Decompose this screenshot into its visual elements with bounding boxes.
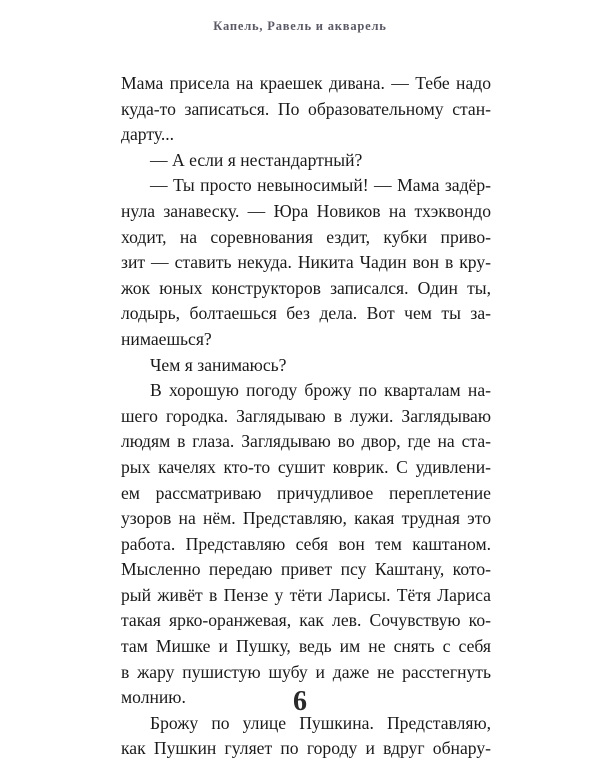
text-line: ходит, на соревнования ездит, кубки приво- xyxy=(121,226,491,247)
text-line: такая ярко-оранжевая, как лев. Сочувствую ко- xyxy=(121,610,491,631)
text-line: Брожу по улице Пушкина. Представляю, xyxy=(150,712,491,733)
text-line: молнию. xyxy=(121,687,186,708)
text-line: Чем я занимаюсь? xyxy=(150,354,287,375)
text-line: ем рассматриваю причудливое переплетение xyxy=(121,482,491,503)
text-line: жок юных конструкторов записался. Один ты, xyxy=(121,277,491,298)
text-line: Мама присела на краешек дивана. — Тебе надо xyxy=(121,73,491,93)
page-number: 6 xyxy=(293,686,307,717)
text-line: куда-то записаться. По образовательному стан- xyxy=(121,98,491,119)
text-line: нула занавеску. — Юра Новиков на тхэквондо xyxy=(121,200,491,221)
text-line: В хорошую погоду брожу по кварталам на- xyxy=(150,380,491,401)
text-line: как Пушкин гуляет по городу и вдруг обнару- xyxy=(121,738,491,759)
text-line: людям в глаза. Заглядываю во двор, где на ста- xyxy=(121,431,491,452)
text-line: зит — ставить некуда. Никита Чадин вон в кру- xyxy=(121,252,491,273)
text-line: там Мишке и Пушку, ведь им не снять с себя xyxy=(121,636,491,657)
text-line: нимаешься? xyxy=(121,328,212,349)
text-line: рый живёт в Пензе у тёти Ларисы. Тётя Лариса xyxy=(121,584,491,605)
text-line: работа. Представляю себя вон тем каштаном. xyxy=(121,533,491,554)
running-title: Капель, Равель и акварель xyxy=(213,19,387,33)
text-line: шего городка. Заглядываю в лужи. Заглядываю xyxy=(121,405,491,426)
text-line: лодырь, болтаешься без дела. Вот чем ты за- xyxy=(121,303,491,324)
text-line: — А если я нестандартный? xyxy=(150,149,363,170)
text-line: в жару пушистую шубу и даже не расстегнуть xyxy=(121,661,491,682)
text-line: Мысленно передаю привет псу Каштану, кото- xyxy=(121,559,491,580)
text-line: дарту... xyxy=(121,124,175,145)
text-line: узоров на нём. Представляю, какая трудная это xyxy=(121,508,491,529)
text-line: рых качелях кто-то сушит коврик. С удивлени- xyxy=(121,456,491,477)
page-text xyxy=(121,71,491,762)
text-line: — Ты просто невыносимый! — Мама задёр- xyxy=(150,175,491,196)
